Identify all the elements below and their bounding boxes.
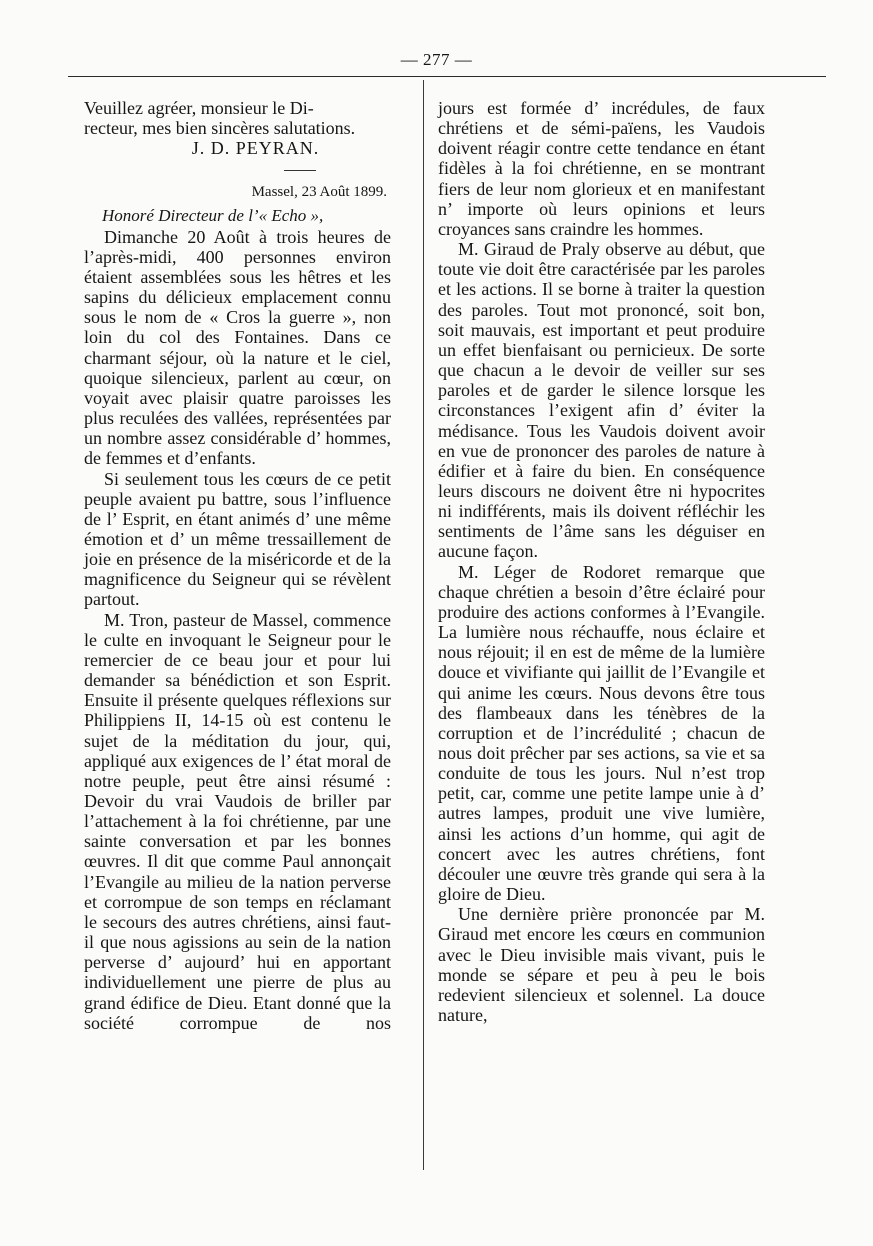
signature: J. D. PEYRAN. xyxy=(191,138,320,159)
header-rule xyxy=(68,76,826,77)
closing-line-1: Veuillez agréer, monsieur le Di- xyxy=(84,98,314,118)
paragraph: M. Tron, pasteur de Massel, commence le culte en invoquant le Seigneur pour le remercier de ce beau jour et pour lui demander sa bénédiction et son Esprit. Ensuite il présente quelques réflexions sur Philippiens II, 14-15 où est contenu le sujet de la méditation du jour, qui, appliqué aux exigences de l’ état moral de notre peuple, peut être ainsi résumé : Devoir du vrai Vaudois de briller par l’attachement à la foi chrétienne, par une sainte conversation et par les bonnes œuvres. Il dit que comme Paul annonçait l’Evangile au milieu de la nation perverse et corrompue de son temps en réclamant le secours des autres chrétiens, ainsi faut-il que nous agissions au sein de la nation perverse d’ aujourd’ hui en apportant individuellement une pierre de plus au grand édifice de Dieu. Etant donné que la société corrompue de nos xyxy=(84,609,391,1033)
paragraph: Dimanche 20 Août à trois heures de l’après-midi, 400 personnes environ étaient assemblées sous les hêtres et les sapins du délicieux emplacement connu sous le nom de « Cros la guerre », non loin du col des Fontaines. Dans ce charmant séjour, où la nature et le ciel, quoique silencieux, parlent au cœur, on voyait avec plaisir quatre paroisses les plus reculées des vallées, représentées par un nombre assez considérable d’ hommes, de femmes et d’enfants. xyxy=(84,226,391,469)
paragraph: M. Giraud de Praly observe au début, que toute vie doit être caractérisée par les paroles et les actions. Il se borne à traiter la question des paroles. Tout mot prononcé, soit bon, soit mauvais, est important et peut produire un effet bienfaisant ou pernicieux. De sorte que chacun a le devoir de veiller sur ses paroles et de garder le silence lorsque les circonstances l’exigent afin d’ éviter la médisance. Tous les Vaudois doivent avoir en vue de prononcer des paroles de nature à édifier et à faire du bien. En conséquence leurs discours ne doivent être ni hypocrites ni indifférents, mais ils doivent réfléchir les sentiments de l’âme sans les déguiser en aucune façon. xyxy=(438,239,765,562)
paragraph: Si seulement tous les cœurs de ce petit peuple avaient pu battre, sous l’influence de l’ Esprit, en étant animés d’ une même émotion et d’ un même tressaillement de joie en présence de la miséricorde et de la magnificence du Seigneur qui se révèlent partout. xyxy=(84,468,391,610)
closing-line-2: recteur, mes bien sincères salutations. xyxy=(84,118,356,139)
right-column xyxy=(438,98,765,1025)
dateline: Massel, 23 Août 1899. xyxy=(251,184,387,201)
letter-salutation: Honoré Directeur de l’« Echo », xyxy=(102,206,324,226)
paragraph: Une dernière prière prononcée par M. Giraud met encore les cœurs en communion avec le Dieu invisible mais vivant, puis le monde se sépare et peu à peu le bois redevient silencieux et solennel. La douce nature, xyxy=(438,904,765,1026)
signature-separator xyxy=(284,170,316,171)
left-column xyxy=(84,98,391,1033)
page-number: — 277 — xyxy=(400,50,473,69)
column-divider xyxy=(423,80,424,1170)
paragraph: M. Léger de Rodoret remarque que chaque chrétien a besoin d’être éclairé pour produire des actions conformes à l’Evangile. La lumière nous réchauffe, nous éclaire et nous réjouit; il en est de même de la lumière douce et vivifiante qui jaillit de l’Evangile et qui anime les cœurs. Nous devons être tous des flambeaux dans les ténèbres de la corruption et de l’incrédulité ; chacun de nous doit prêcher par ses actions, sa vie et sa conduite de tous les jours. Nul n’est trop petit, car, comme une petite lampe unie à d’ autres lampes, produit une vive lumière, ainsi les actions d’un homme, qui agit de concert avec les autres chrétiens, font découler une œuvre très grande qui sera à la gloire de Dieu. xyxy=(438,561,765,905)
paragraph: jours est formée d’ incrédules, de faux chrétiens et de sémi-païens, les Vaudois doivent réagir contre cette tendance en étant fidèles à la foi chrétienne, en se montrant fiers de leur nom glorieux et en manifestant n’ importe où leurs opinions et leurs croyances sans craindre les hommes. xyxy=(438,98,765,239)
